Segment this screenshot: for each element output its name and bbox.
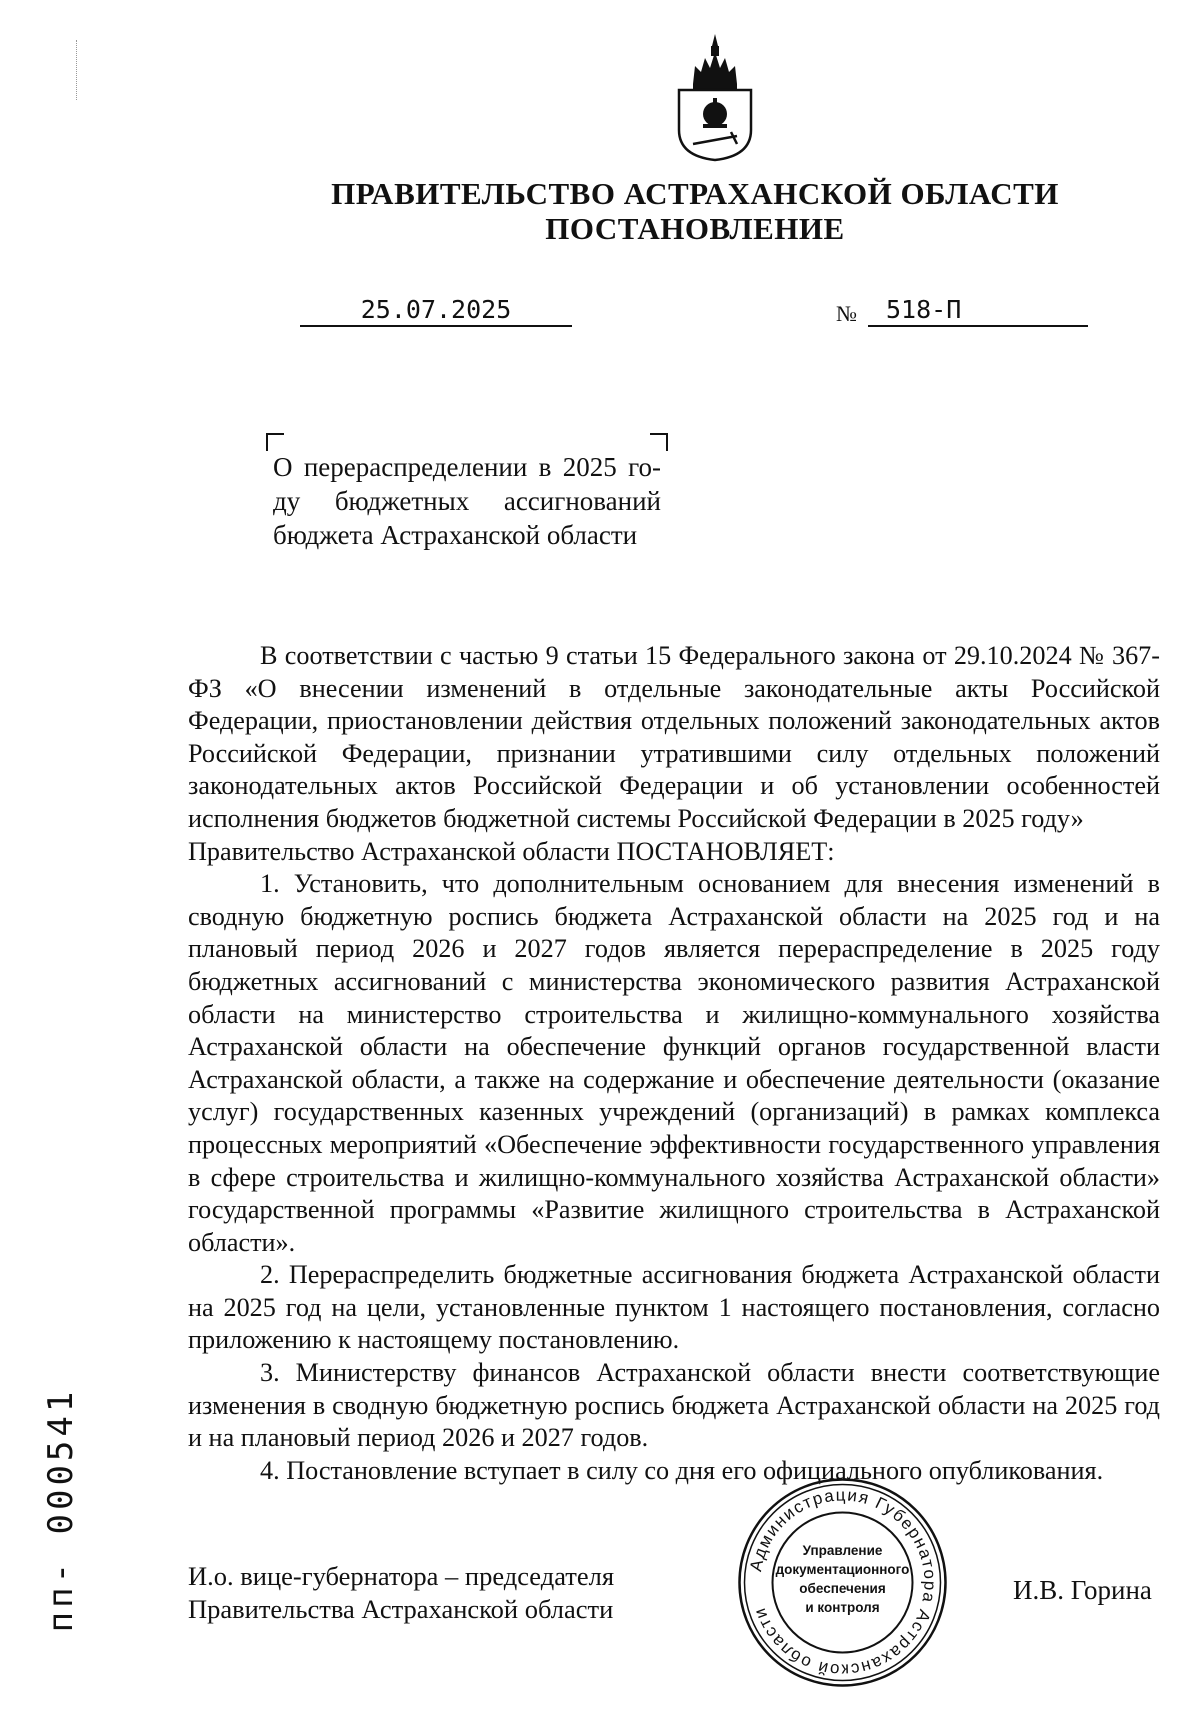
coat-of-arms-emblem xyxy=(665,32,765,162)
subject-line: бюджета Астраханской области xyxy=(273,520,638,550)
number-label: № xyxy=(836,301,857,326)
margin-dots xyxy=(76,40,79,100)
item-1: 1. Установить, что дополнительным основанием для внесения изменений в сводную бюджетную роспись бюджета Астраханской области на 2025 год и на плановый период 2026 и 2027 годов является перераспределение в 2025 году бюджетных ассигнований с министерства экономического развития Астраханской области на министерство строительства и жилищно-коммунального хозяйства Астраханской области на обеспечение функций органов государственной власти Астраханской области, а также на содержание и обеспечение деятельности (оказание услуг) государственных казенных учреждений (организаций) в рамках комплекса процессных мероприятий «Обеспечение эффективности государственного управления в сфере строительства и жилищно-коммунального хозяйства Астраханской области» государственной программы «Развитие жилищного строительства в Астраханской области». xyxy=(188,869,1160,1257)
signatory-name: И.В. Горина xyxy=(1013,1575,1152,1605)
seal-center-line: документационного xyxy=(775,1562,910,1577)
item-3: 3. Министерству финансов Астраханской области внести соответствующие изменения в сводную бюджетную роспись бюджета Астраханской области на 2025 год и на плановый период 2026 и 2027 годов. xyxy=(188,1358,1160,1453)
subject-line: ду бюджетных ассигнований xyxy=(273,486,661,516)
government-title: ПРАВИТЕЛЬСТВО АСТРАХАНСКОЙ ОБЛАСТИ xyxy=(331,176,1059,211)
seal-ring-text: Администрация Губернатора Астраханской области xyxy=(746,1485,940,1680)
signatory-title-line: Правительства Астраханской области xyxy=(188,1594,614,1624)
document-subject xyxy=(273,450,661,552)
subject-bracket-left xyxy=(266,433,284,451)
signatory-title xyxy=(188,1560,614,1626)
seal-center-line: Управление xyxy=(802,1543,883,1558)
document-number: 518-П xyxy=(868,295,1088,327)
seal-center-line: и контроля xyxy=(805,1600,880,1615)
seal-center-line: обеспечения xyxy=(799,1581,886,1596)
signatory-title-line: И.о. вице-губернатора – председателя xyxy=(188,1561,615,1591)
item-4: 4. Постановление вступает в силу со дня его официального опубликования. xyxy=(260,1455,1104,1485)
preamble-paragraph: В соответствии с частью 9 статьи 15 Федерального закона от 29.10.2024 № 367-ФЗ «О внесении изменений в отдельные законодательные акты Российской Федерации, приостановлении действия отдельных положений законодательных актов Российской Федерации, признании утратившими силу отдельных положений законодательных актов Российской Федерации и об установлении особенностей исполнения бюджетов бюджетной системы Российской Федерации в 2025 году» xyxy=(188,641,1160,833)
official-seal xyxy=(735,1475,950,1690)
resolves-line: Правительство Астраханской области ПОСТАНОВЛЯЕТ: xyxy=(188,836,835,866)
subject-line: О перераспределении в 2025 го- xyxy=(273,452,661,482)
document-body xyxy=(188,640,1160,1487)
document-date: 25.07.2025 xyxy=(300,295,572,327)
item-2: 2. Перераспределить бюджетные ассигнования бюджета Астраханской области на 2025 год на цели, установленные пунктом 1 настоящего постановления, согласно приложению к настоящему постановлению. xyxy=(188,1260,1160,1355)
document-type-title: ПОСТАНОВЛЕНИЕ xyxy=(545,211,845,246)
side-registration-code xyxy=(16,1350,106,1670)
subject-bracket-right xyxy=(650,433,668,451)
side-code-text: пп- 000541 xyxy=(41,1387,81,1633)
